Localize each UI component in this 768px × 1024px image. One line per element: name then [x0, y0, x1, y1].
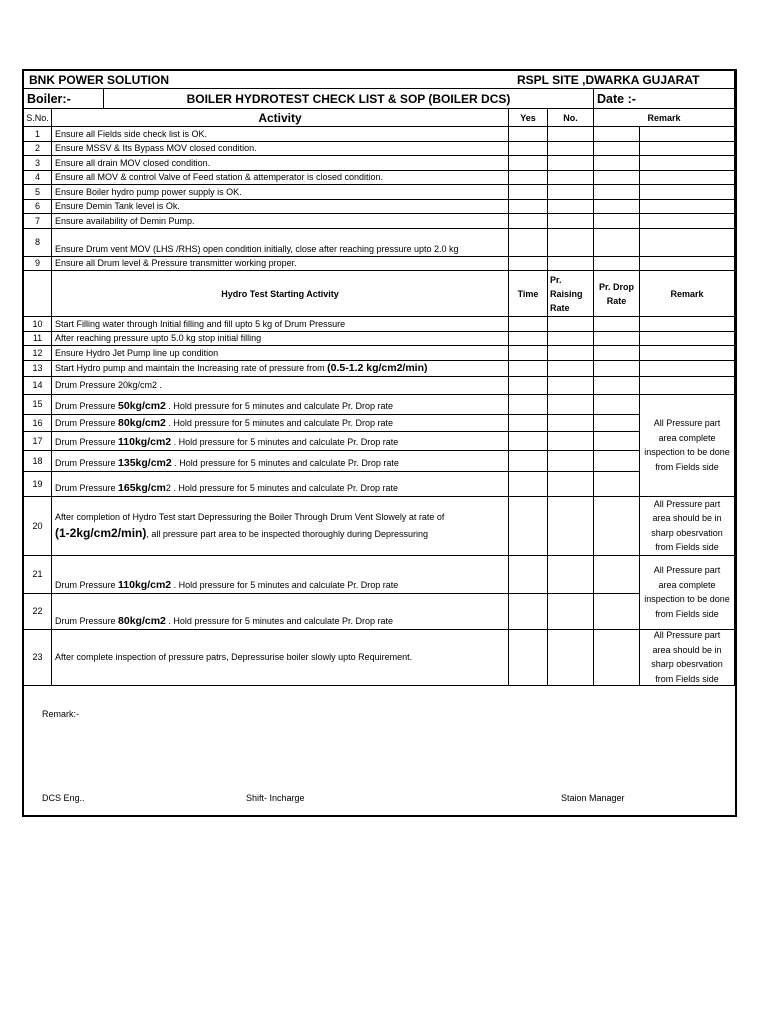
drop-rate-cell [594, 472, 640, 497]
row-sno: 1 [24, 127, 52, 142]
drop-rate-cell [594, 332, 640, 347]
date-label: Date :- [594, 89, 735, 109]
company-name: BNK POWER SOLUTION [29, 73, 169, 87]
drop-rate-cell [594, 594, 640, 630]
col-header-activity: Activity [52, 109, 509, 127]
remark-cell [640, 229, 735, 257]
remark-cell [594, 127, 640, 142]
activity-text: Drum Pressure [55, 579, 119, 590]
activity-text: Drum Pressure [55, 482, 119, 493]
time-cell [509, 332, 548, 347]
row-sno: 16 [24, 415, 52, 432]
drop-rate-cell [594, 377, 640, 395]
row-activity: Ensure Demin Tank level is Ok. [52, 200, 509, 215]
raising-rate-cell [548, 317, 594, 332]
pressure-value: 80kg/cm2 [118, 416, 166, 429]
row-activity: After reaching pressure upto 5.0 kg stop initial filling [52, 332, 509, 347]
pressure-value: (0.5-1.2 kg/cm2/min) [327, 362, 428, 374]
row-activity [52, 630, 509, 686]
remark-cell [640, 332, 735, 347]
col-header-no: No. [548, 109, 594, 127]
raising-rate-cell [548, 556, 594, 594]
time-cell [509, 630, 548, 686]
row-activity [52, 451, 509, 472]
row-sno: 11 [24, 332, 52, 347]
row-activity: Ensure Drum vent MOV (LHS /RHS) open condition initially, close after reaching pressure upto 2.0 kg [52, 229, 509, 257]
activity-text: Drum Pressure [55, 615, 119, 626]
station-manager-signature: Staion Manager [561, 793, 625, 803]
no-cell [548, 257, 594, 272]
no-cell [548, 142, 594, 157]
no-cell [548, 127, 594, 142]
activity-text: Drum Pressure [55, 436, 119, 447]
raising-rate-cell [548, 395, 594, 415]
raising-rate-cell [548, 415, 594, 432]
row-sno: 12 [24, 346, 52, 361]
time-cell [509, 361, 548, 377]
activity-text-tail: . Hold pressure for 5 minutes and calculate Pr. Drop rate [165, 400, 393, 411]
activity-text: Start Hydro pump and maintain the Increasing rate of pressure from [55, 363, 328, 373]
pressure-value: 50kg/cm2 [118, 399, 166, 412]
row-sno: 7 [24, 214, 52, 229]
time-cell [509, 346, 548, 361]
col-header-raising-rate: Pr. Raising Rate [548, 271, 594, 317]
time-cell [509, 377, 548, 395]
row-activity: Ensure MSSV & Its Bypass MOV closed condition. [52, 142, 509, 157]
row-activity [52, 377, 509, 395]
row-sno: 17 [24, 432, 52, 451]
row-sno: 4 [24, 171, 52, 186]
activity-text-tail: . Hold pressure for 5 minutes and calculate Pr. Drop rate [165, 615, 393, 626]
remark-cell [640, 142, 735, 157]
yes-cell [509, 200, 548, 215]
remark-cell [594, 185, 640, 200]
row-sno: 23 [24, 630, 52, 686]
pressure-value: 135kg/cm2 [118, 456, 172, 469]
yes-cell [509, 214, 548, 229]
row-activity [52, 556, 509, 594]
activity-text-tail: . Hold pressure for 5 minutes and calculate Pr. Drop rate [171, 436, 399, 447]
shift-incharge-signature: Shift- Incharge [246, 793, 305, 803]
remark-cell [594, 257, 640, 272]
no-cell [548, 185, 594, 200]
remark-cell [640, 377, 735, 395]
no-cell [548, 171, 594, 186]
row-activity: Ensure all Fields side check list is OK. [52, 127, 509, 142]
row-activity [52, 361, 509, 377]
activity-text-tail: 2 . Hold pressure for 5 minutes and calculate Pr. Drop rate [165, 482, 399, 493]
activity-text: Drum Pressure 20kg/cm2 . [55, 380, 163, 390]
activity-text: Drum Pressure [55, 417, 119, 428]
row-sno: 9 [24, 257, 52, 272]
row-sno: 5 [24, 185, 52, 200]
drop-rate-cell [594, 497, 640, 556]
remark-observation-23: All Pressure part area should be in sharp obesrvation from Fields side [640, 630, 735, 686]
time-cell [509, 556, 548, 594]
yes-cell [509, 142, 548, 157]
raising-rate-cell [548, 594, 594, 630]
time-cell [509, 451, 548, 472]
drop-rate-cell [594, 361, 640, 377]
yes-cell [509, 171, 548, 186]
no-cell [548, 214, 594, 229]
yes-cell [509, 185, 548, 200]
remark-inspection-15-19: All Pressure part area complete inspection to be done from Fields side [640, 395, 735, 497]
no-cell [548, 200, 594, 215]
drop-rate-cell [594, 317, 640, 332]
time-cell [509, 594, 548, 630]
activity-text-tail: . Hold pressure for 5 minutes and calculate Pr. Drop rate [165, 417, 393, 428]
remark-cell [594, 142, 640, 157]
time-cell [509, 497, 548, 556]
remark-cell [640, 171, 735, 186]
row-activity [52, 415, 509, 432]
row-sno: 10 [24, 317, 52, 332]
row-activity: Ensure availability of Demin Pump. [52, 214, 509, 229]
remark-cell [594, 156, 640, 171]
row-sno: 2 [24, 142, 52, 157]
remark-cell [640, 185, 735, 200]
yes-cell [509, 257, 548, 272]
pressure-value: 165kg/cm [118, 481, 166, 494]
remark-cell [640, 257, 735, 272]
row-activity [52, 432, 509, 451]
raising-rate-cell [548, 361, 594, 377]
drop-rate-cell [594, 432, 640, 451]
remark-cell [594, 214, 640, 229]
row-activity: Start Filling water through Initial filling and fill upto 5 kg of Drum Pressure [52, 317, 509, 332]
raising-rate-cell [548, 346, 594, 361]
site-name: RSPL SITE ,DWARKA GUJARAT [517, 73, 700, 87]
time-cell [509, 432, 548, 451]
row-activity: Ensure all Drum level & Pressure transmitter working proper. [52, 257, 509, 272]
raising-rate-cell [548, 332, 594, 347]
row-sno: 15 [24, 395, 52, 415]
row-activity: Ensure all MOV & control Valve of Feed station & attemperator is closed condition. [52, 171, 509, 186]
row-activity: Ensure all drain MOV closed condition. [52, 156, 509, 171]
yes-cell [509, 229, 548, 257]
row-sno: 22 [24, 594, 52, 630]
depressuring-line1: After completion of Hydro Test start Depressuring the Boiler Through Drum Vent Slowely at rate of [55, 511, 445, 522]
depressuring-rate: (1-2kg/cm2/min) [55, 525, 147, 540]
row-activity: Ensure Boiler hydro pump power supply is OK. [52, 185, 509, 200]
no-cell [548, 156, 594, 171]
activity-text: Drum Pressure [55, 400, 119, 411]
drop-rate-cell [594, 395, 640, 415]
remark-cell [640, 200, 735, 215]
raising-rate-cell [548, 451, 594, 472]
row-sno: 21 [24, 556, 52, 594]
yes-cell [509, 156, 548, 171]
row-activity: Ensure Hydro Jet Pump line up condition [52, 346, 509, 361]
activity-text: Drum Pressure [55, 457, 119, 468]
remark-cell [640, 346, 735, 361]
remark-label: Remark:- [42, 709, 80, 719]
dcs-engineer-signature: DCS Eng.. [42, 793, 85, 803]
col-header-remark: Remark [594, 109, 735, 127]
yes-cell [509, 127, 548, 142]
remark-cell [640, 127, 735, 142]
raising-rate-cell [548, 377, 594, 395]
remark-inspection-21-22: All Pressure part area complete inspection to be done from Fields side [640, 556, 735, 630]
remark-observation-20: All Pressure part area should be in sharp obesrvation from Fields side [640, 497, 735, 556]
row-sno: 19 [24, 472, 52, 497]
col-header-remark2: Remark [640, 271, 735, 317]
time-cell [509, 415, 548, 432]
time-cell [509, 395, 548, 415]
raising-rate-cell [548, 472, 594, 497]
remark-cell [594, 229, 640, 257]
time-cell [509, 317, 548, 332]
col-header-sno: S.No. [24, 109, 52, 127]
page-title: BOILER HYDROTEST CHECK LIST & SOP (BOILER DCS) [104, 89, 594, 109]
col-header-hydro-activity: Hydro Test Starting Activity [52, 271, 509, 317]
row-sno: 6 [24, 200, 52, 215]
pressure-value: 80kg/cm2 [118, 614, 166, 627]
pressure-value: 110kg/cm2 [118, 435, 172, 448]
drop-rate-cell [594, 630, 640, 686]
row-sno: 8 [24, 229, 52, 257]
row-sno: 18 [24, 451, 52, 472]
col-header-time: Time [509, 271, 548, 317]
raising-rate-cell [548, 630, 594, 686]
drop-rate-cell [594, 556, 640, 594]
remark-cell [640, 214, 735, 229]
activity-text-tail: . Hold pressure for 5 minutes and calculate Pr. Drop rate [171, 457, 399, 468]
remark-cell [594, 171, 640, 186]
row-activity [52, 395, 509, 415]
depressuring-line2: , all pressure part area to be inspected thoroughly during Depressuring [146, 528, 429, 539]
remark-cell [640, 361, 735, 377]
col-header-yes: Yes [509, 109, 548, 127]
activity-text-tail: . Hold pressure for 5 minutes and calculate Pr. Drop rate [171, 579, 399, 590]
raising-rate-cell [548, 432, 594, 451]
row-activity [52, 594, 509, 630]
time-cell [509, 472, 548, 497]
drop-rate-cell [594, 451, 640, 472]
row-sno: 20 [24, 497, 52, 556]
row-sno: 13 [24, 361, 52, 377]
col-header-drop-rate: Pr. Drop Rate [594, 271, 640, 317]
remark-cell [640, 156, 735, 171]
drop-rate-cell [594, 346, 640, 361]
col-header-sno-blank [24, 271, 52, 317]
pressure-value: 110kg/cm2 [118, 578, 172, 591]
checklist-sheet [22, 69, 737, 817]
row-activity [52, 497, 509, 556]
row-sno: 3 [24, 156, 52, 171]
raising-rate-cell [548, 497, 594, 556]
remark-cell [594, 200, 640, 215]
boiler-label: Boiler:- [24, 89, 104, 109]
activity-text: After complete inspection of pressure patrs, Depressurise boiler slowly upto Requirement. [55, 652, 413, 662]
row-sno: 14 [24, 377, 52, 395]
no-cell [548, 229, 594, 257]
remark-cell [640, 317, 735, 332]
row-activity [52, 472, 509, 497]
drop-rate-cell [594, 415, 640, 432]
